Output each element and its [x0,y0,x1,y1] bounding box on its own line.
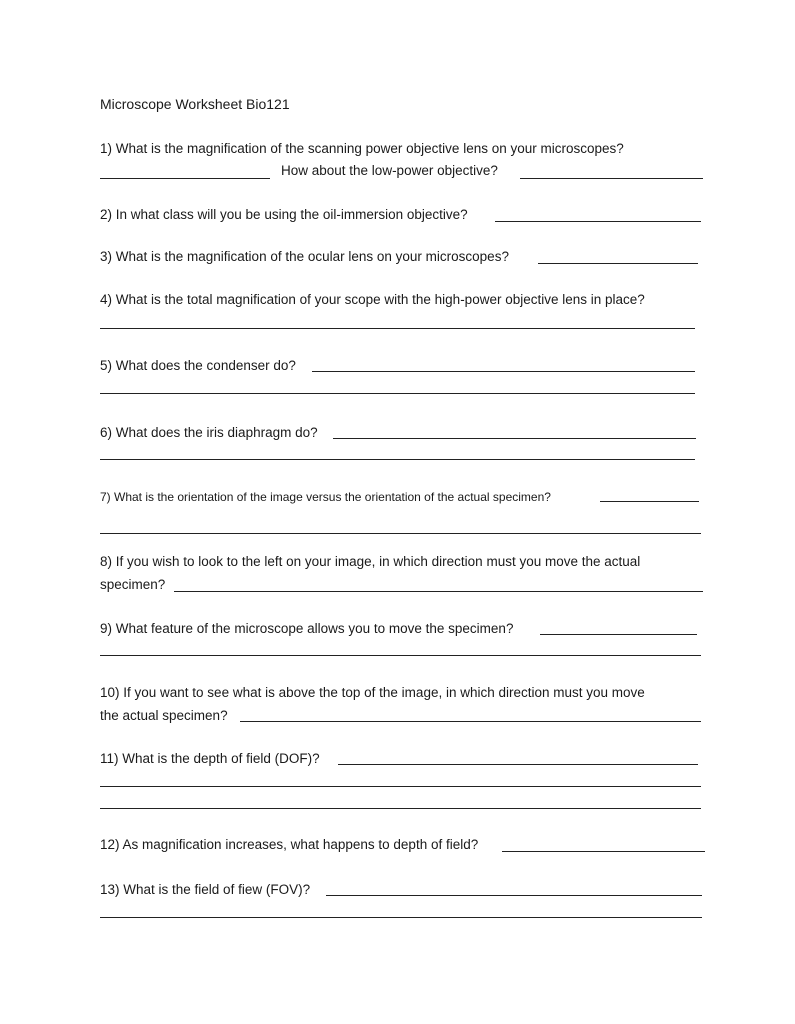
answer-line-4[interactable] [100,328,695,329]
worksheet-title: Microscope Worksheet Bio121 [100,96,290,112]
answer-line-9a[interactable] [540,634,697,635]
question-12: 12) As magnification increases, what happens to depth of field? [100,837,479,852]
question-10: 10) If you want to see what is above the top of the image, in which direction must you move [100,685,645,700]
answer-line-5a[interactable] [312,371,695,372]
answer-line-9b[interactable] [100,655,701,656]
answer-line-10[interactable] [240,721,701,722]
answer-line-12[interactable] [502,851,705,852]
question-5: 5) What does the condenser do? [100,358,296,373]
answer-line-6a[interactable] [333,438,696,439]
question-1: 1) What is the magnification of the scanning power objective lens on your microscopes? [100,141,624,156]
answer-line-2[interactable] [495,221,701,222]
question-13: 13) What is the field of fiew (FOV)? [100,882,311,897]
question-3: 3) What is the magnification of the ocular lens on your microscopes? [100,249,509,264]
question-2: 2) In what class will you be using the oil-immersion objective? [100,207,468,222]
answer-line-8[interactable] [174,591,703,592]
answer-line-13a[interactable] [326,895,702,896]
question-9: 9) What feature of the microscope allows you to move the specimen? [100,621,514,636]
question-10-continued: the actual specimen? [100,708,228,723]
question-8: 8) If you wish to look to the left on your image, in which direction must you move the actual [100,554,641,569]
question-8-continued: specimen? [100,577,166,592]
answer-line-1b[interactable] [520,178,703,179]
answer-line-3[interactable] [538,263,698,264]
question-4: 4) What is the total magnification of your scope with the high-power objective lens in place? [100,292,645,307]
question-6: 6) What does the iris diaphragm do? [100,425,318,440]
answer-line-1a[interactable] [100,178,270,179]
question-11: 11) What is the depth of field (DOF)? [100,751,320,766]
answer-line-7a[interactable] [600,501,699,502]
answer-line-5b[interactable] [100,393,695,394]
answer-line-11b[interactable] [100,786,701,787]
question-7: 7) What is the orientation of the image versus the orientation of the actual specimen? [100,490,551,504]
question-1-followup: How about the low-power objective? [281,163,498,178]
answer-line-7b[interactable] [100,533,701,534]
answer-line-11a[interactable] [338,764,698,765]
answer-line-13b[interactable] [100,917,702,918]
answer-line-6b[interactable] [100,459,695,460]
answer-line-11c[interactable] [100,808,701,809]
